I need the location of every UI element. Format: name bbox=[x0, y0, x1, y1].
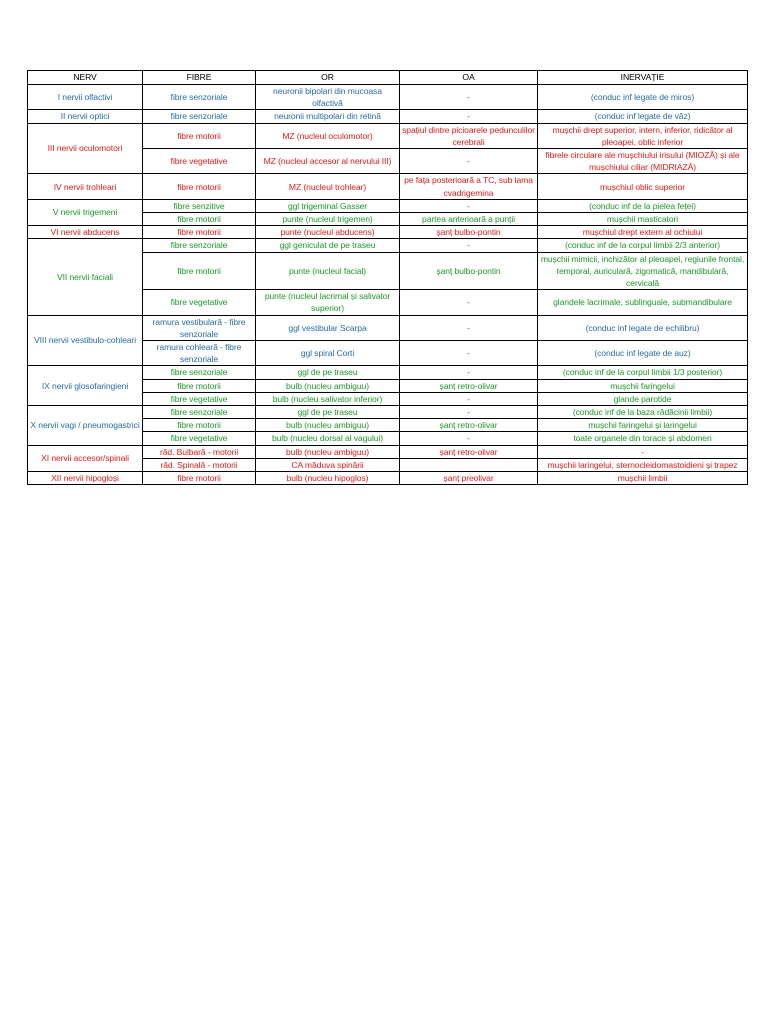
cell-nerv: I nervii olfactivi bbox=[28, 85, 143, 110]
cell-fibre: fibre motorii bbox=[143, 213, 256, 226]
cell-inervatie: (conduc inf legate de miros) bbox=[538, 85, 748, 110]
table-row bbox=[28, 85, 748, 110]
cell-fibre: răd. Bulbară - motorii bbox=[143, 445, 256, 458]
cell-or: MZ (nucleul accesor al nervului III) bbox=[256, 149, 400, 174]
table-row bbox=[28, 226, 748, 239]
cell-inervatie: mușchii mimicii, inchizător al pleoapei, regiunile frontal, temporal, auriculară, zigomatică, mandibulară, cervicală bbox=[538, 252, 748, 290]
cell-fibre: fibre senzoriale bbox=[143, 366, 256, 379]
cell-fibre: fibre senzoriale bbox=[143, 110, 256, 123]
cell-fibre: fibre motorii bbox=[143, 379, 256, 392]
cell-oa: șanț retro-olivar bbox=[400, 419, 538, 432]
cell-inervatie: toate organele din torace și abdomen bbox=[538, 432, 748, 445]
cell-inervatie: mușchii drept superior, intern, inferior, ridicător al pleoapei, oblic inferior bbox=[538, 123, 748, 148]
cell-or: ggl spiral Corti bbox=[256, 341, 400, 366]
cell-oa: - bbox=[400, 406, 538, 419]
cell-oa: - bbox=[400, 110, 538, 123]
cell-or: bulb (nucleu salivator inferior) bbox=[256, 392, 400, 405]
table-body bbox=[28, 85, 748, 485]
header-oa: OA bbox=[400, 71, 538, 85]
cell-or: MZ (nucleul trohlear) bbox=[256, 174, 400, 199]
cell-oa: - bbox=[400, 315, 538, 340]
cell-or: neuronii multipolari din retină bbox=[256, 110, 400, 123]
cell-nerv: XI nervii accesor/spinali bbox=[28, 445, 143, 471]
cell-or: punte (nucleul facial) bbox=[256, 252, 400, 290]
cell-or: ggl de pe traseu bbox=[256, 406, 400, 419]
cell-oa: șanț retro-olivar bbox=[400, 445, 538, 458]
cell-fibre: ramura cohleară - fibre senzoriale bbox=[143, 341, 256, 366]
cell-fibre: fibre senzitive bbox=[143, 199, 256, 212]
cell-nerv: VI nervii abducens bbox=[28, 226, 143, 239]
cell-or: punte (nucleul abducens) bbox=[256, 226, 400, 239]
cell-inervatie: - bbox=[538, 445, 748, 458]
cell-inervatie: (conduc inf legate de văz) bbox=[538, 110, 748, 123]
cell-oa: partea anterioară a punții bbox=[400, 213, 538, 226]
cell-or: CA măduva spinării bbox=[256, 458, 400, 471]
cell-or: bulb (nucleu ambiguu) bbox=[256, 419, 400, 432]
header-nerv: NERV bbox=[28, 71, 143, 85]
cell-inervatie: mușchii faringelui bbox=[538, 379, 748, 392]
cell-inervatie: (conduc inf de la corpul limbii 1/3 posterior) bbox=[538, 366, 748, 379]
cell-oa: spațiul dintre picioarele pedunculilor cerebrali bbox=[400, 123, 538, 148]
cell-inervatie: glandele lacrimale, sublinguale, submandibulare bbox=[538, 290, 748, 315]
cell-fibre: fibre motorii bbox=[143, 419, 256, 432]
cell-inervatie: glande parotide bbox=[538, 392, 748, 405]
cranial-nerves-table bbox=[27, 70, 748, 485]
cell-inervatie: mușchii masticatori bbox=[538, 213, 748, 226]
header-or: OR bbox=[256, 71, 400, 85]
cell-oa: - bbox=[400, 341, 538, 366]
cell-or: bulb (nucleu ambiguu) bbox=[256, 379, 400, 392]
cell-fibre: fibre motorii bbox=[143, 174, 256, 199]
cell-fibre: fibre vegetative bbox=[143, 432, 256, 445]
cell-oa: - bbox=[400, 392, 538, 405]
table-row bbox=[28, 366, 748, 379]
cell-oa: - bbox=[400, 199, 538, 212]
cell-oa: șanț retro-olivar bbox=[400, 379, 538, 392]
table-header-row bbox=[28, 71, 748, 85]
cell-or: ggl de pe traseu bbox=[256, 366, 400, 379]
table-row bbox=[28, 239, 748, 252]
cell-nerv: VII nervii faciali bbox=[28, 239, 143, 315]
cell-or: MZ (nucleul oculomotor) bbox=[256, 123, 400, 148]
cell-oa: șanț preolivar bbox=[400, 472, 538, 485]
cell-inervatie: (conduc inf de la pielea feței) bbox=[538, 199, 748, 212]
cell-nerv: V nervii trigemeni bbox=[28, 199, 143, 225]
cell-inervatie: (conduc inf de la corpul limbii 2/3 anterior) bbox=[538, 239, 748, 252]
cell-nerv: IX nervii glosofaringieni bbox=[28, 366, 143, 406]
cell-inervatie: mușchii limbii bbox=[538, 472, 748, 485]
cell-nerv: IV nervii trohleari bbox=[28, 174, 143, 199]
cell-oa: - bbox=[400, 239, 538, 252]
cell-inervatie: fibrele circulare ale mușchiului irisului (MIOZĂ) și ale mușchiului ciliar (MIDRIAZĂ) bbox=[538, 149, 748, 174]
cell-oa: - bbox=[400, 85, 538, 110]
cell-oa: pe fața posterioară a TC, sub lama cvadrigemina bbox=[400, 174, 538, 199]
cell-or: punte (nucleul lacrimal și salivator superior) bbox=[256, 290, 400, 315]
cell-oa: - bbox=[400, 149, 538, 174]
cell-or: punte (nucleul trigemen) bbox=[256, 213, 400, 226]
cell-fibre: fibre vegetative bbox=[143, 392, 256, 405]
cell-or: neuronii bipolari din mucoasa olfactivă bbox=[256, 85, 400, 110]
table-row bbox=[28, 110, 748, 123]
cell-fibre: fibre senzoriale bbox=[143, 406, 256, 419]
cell-inervatie: mușchiul oblic superior bbox=[538, 174, 748, 199]
cell-inervatie: (conduc inf legate de auz) bbox=[538, 341, 748, 366]
cell-or: bulb (nucleu dorsal al vagului) bbox=[256, 432, 400, 445]
cell-or: ggl trigeminal Gasser bbox=[256, 199, 400, 212]
header-inervatie: INERVAȚIE bbox=[538, 71, 748, 85]
cell-fibre: răd. Spinală - motorii bbox=[143, 458, 256, 471]
table-row bbox=[28, 445, 748, 458]
cell-fibre: fibre motorii bbox=[143, 252, 256, 290]
cell-oa: - bbox=[400, 290, 538, 315]
cell-fibre: ramura vestibulară - fibre senzoriale bbox=[143, 315, 256, 340]
cell-fibre: fibre senzoriale bbox=[143, 239, 256, 252]
cell-inervatie: mușchiul drept extern al ochiului bbox=[538, 226, 748, 239]
cell-fibre: fibre motorii bbox=[143, 123, 256, 148]
cell-fibre: fibre vegetative bbox=[143, 290, 256, 315]
cell-oa: șanț bulbo-pontin bbox=[400, 226, 538, 239]
table-row bbox=[28, 315, 748, 340]
cell-fibre: fibre vegetative bbox=[143, 149, 256, 174]
cell-fibre: fibre motorii bbox=[143, 226, 256, 239]
document-page bbox=[27, 70, 747, 485]
cell-fibre: fibre motorii bbox=[143, 472, 256, 485]
cell-fibre: fibre senzoriale bbox=[143, 85, 256, 110]
table-row bbox=[28, 123, 748, 148]
cell-oa: - bbox=[400, 366, 538, 379]
header-fibre: FIBRE bbox=[143, 71, 256, 85]
cell-inervatie: (conduc inf legate de echilibru) bbox=[538, 315, 748, 340]
cell-inervatie: (conduc inf de la baza rădăcinii limbii) bbox=[538, 406, 748, 419]
cell-nerv: III nervii oculomotori bbox=[28, 123, 143, 174]
table-row bbox=[28, 472, 748, 485]
cell-or: bulb (nucleu hipoglos) bbox=[256, 472, 400, 485]
cell-inervatie: mușchii laringelui, sternocleidomastoidieni și trapez bbox=[538, 458, 748, 471]
cell-nerv: XII nervii hipogloși bbox=[28, 472, 143, 485]
cell-nerv: VIII nervii vestibulo-cohleari bbox=[28, 315, 143, 366]
table-row bbox=[28, 199, 748, 212]
table-row bbox=[28, 174, 748, 199]
cell-or: bulb (nucleu ambiguu) bbox=[256, 445, 400, 458]
cell-inervatie: mușchii faringelui și laringelui bbox=[538, 419, 748, 432]
cell-oa: - bbox=[400, 432, 538, 445]
cell-or: ggl vestibular Scarpa bbox=[256, 315, 400, 340]
table-row bbox=[28, 406, 748, 419]
cell-oa: șanț bulbo-pontin bbox=[400, 252, 538, 290]
cell-nerv: X nervii vagi / pneumogastrici bbox=[28, 406, 143, 446]
cell-or: ggl geniculat de pe traseu bbox=[256, 239, 400, 252]
cell-nerv: II nervii optici bbox=[28, 110, 143, 123]
cell-oa bbox=[400, 458, 538, 471]
